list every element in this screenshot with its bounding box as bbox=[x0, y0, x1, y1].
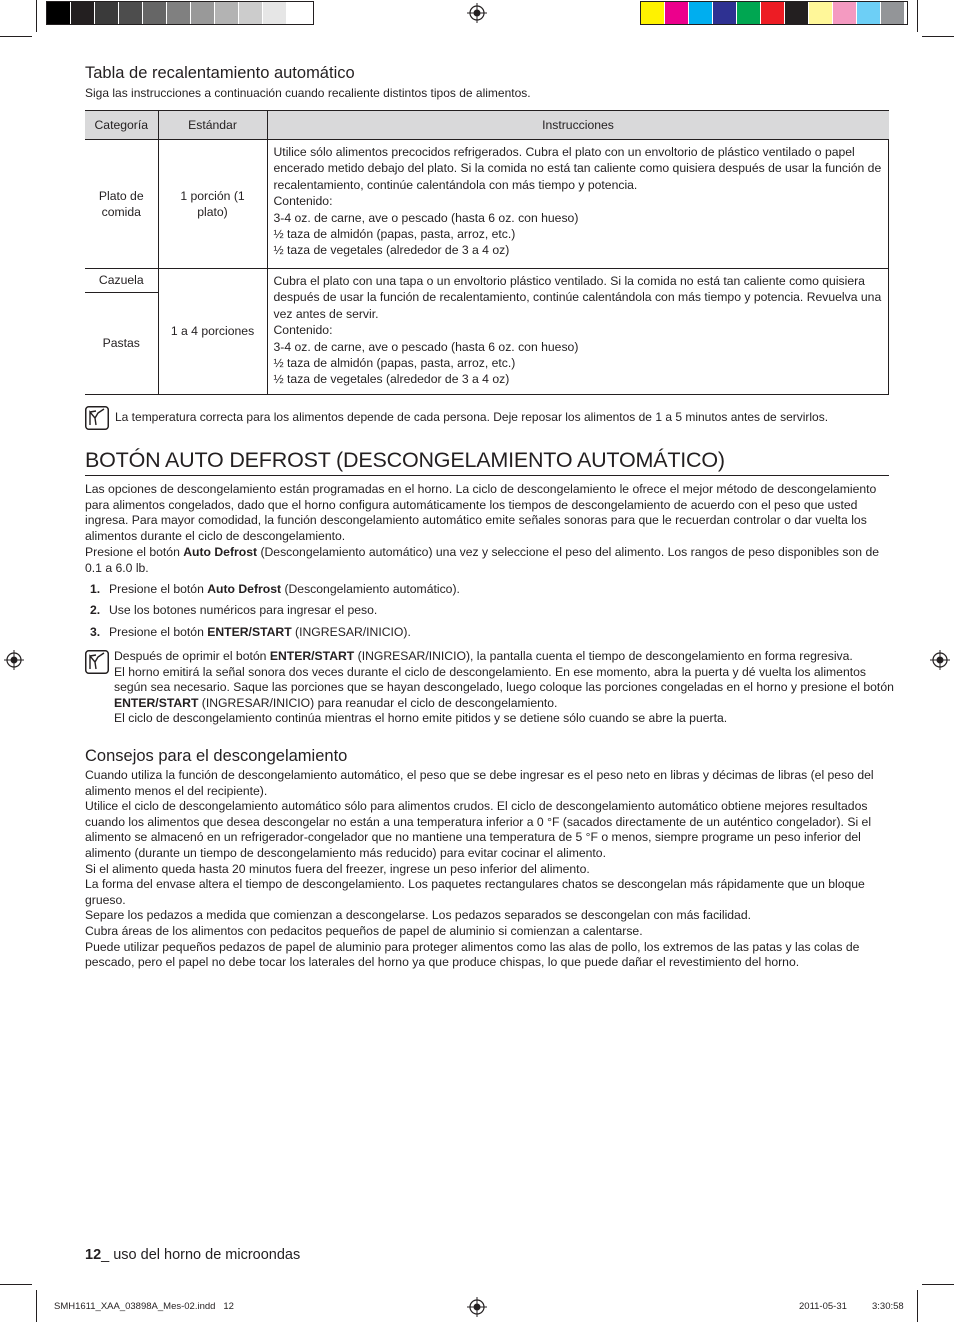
page-number: 12 bbox=[85, 1247, 102, 1263]
crop-mark bbox=[917, 1290, 918, 1322]
instructions-cell bbox=[267, 140, 889, 269]
standard-cell bbox=[158, 269, 267, 395]
title-underline bbox=[85, 475, 889, 476]
step-item: 1. Presione el botón Auto Defrost (Descongelamiento automático). bbox=[90, 582, 460, 596]
crop-mark bbox=[922, 1284, 954, 1285]
section-title: BOTÓN AUTO DEFROST (DESCONGELAMIENTO AUTOMÁTICO) bbox=[85, 448, 725, 472]
instructions-text: Cubra el plato con una tapa o un envoltorio plástico ventilado. Si la comida no está tan caliente como quisiera después de usar la función de recalentamiento, continúe calentándola con más tiempo y potencia. Revuelva una vez antes de servir. bbox=[273, 274, 882, 321]
category-cell bbox=[85, 293, 158, 395]
tip-paragraph: Cubra áreas de los alimentos con pedacitos pequeños de papel de aluminio si comienzan a calentarse. bbox=[85, 923, 643, 938]
note-icon bbox=[85, 650, 109, 674]
column-header: Estándar bbox=[158, 111, 267, 140]
defrost-instruction: Presione el botón Auto Defrost (Descongelamiento automático) una vez y seleccione el peso del alimento. Los rangos de peso disponibles son de 0.1 a 6.0 lb. bbox=[85, 545, 879, 575]
defrost-note: Después de oprimir el botón ENTER/START (INGRESAR/INICIO), la pantalla cuenta el tiempo de descongelamiento en forma regresiva. El horno emitirá la señal sonora dos veces durante el ciclo de descongelamiento. En ese momento, abra la puerta y dé vuelta los alimentos según sea necesario. Saque las porciones que se hayan descongelado, luego coloque las porciones congeladas en el horno y presione el botón ENTER/START (INGRESAR/INICIO) para reanudar el ciclo de descongelamiento. El ciclo de descongelamiento continúa mientras el horno emite pitidos y se detiene sólo cuando se abre la puerta. bbox=[114, 649, 894, 726]
color-bar-frame bbox=[640, 1, 908, 25]
table-row bbox=[85, 269, 889, 293]
contents-item: ½ taza de almidón (papas, pasta, arroz, etc.) bbox=[273, 356, 516, 371]
instructions-text: Utilice sólo alimentos precocidos refrigerados. Cubra el plato con un envoltorio de plástico ventilado o papel encerado metido debajo del plato. Si la comida no está tan caliente como quisiera después de usar la función de recalentamiento, continúe calentándola con más tiempo y potencia. bbox=[273, 145, 882, 192]
contents-label: Contenido: bbox=[273, 323, 333, 338]
grayscale-bar-frame bbox=[46, 1, 314, 25]
step-item: 2. Use los botones numéricos para ingresar el peso. bbox=[90, 603, 378, 617]
table-header-row bbox=[85, 111, 889, 140]
reheat-table bbox=[85, 110, 889, 395]
column-header: Instrucciones bbox=[267, 111, 889, 140]
category-label: Pastas bbox=[102, 336, 140, 351]
standard-cell bbox=[158, 140, 267, 269]
registration-mark-icon bbox=[4, 650, 24, 670]
crop-mark bbox=[0, 36, 32, 37]
tips-body bbox=[85, 768, 885, 971]
contents-label: Contenido: bbox=[273, 194, 333, 209]
defrost-intro: Las opciones de descongelamiento están programadas en el horno. La ciclo de descongelamiento le ofrece el mejor método de descongelamiento para alimentos congelados, dado que el horno configura automáticamente los tiempos de descongelamiento de acuerdo con el peso que usted ingresa. Para mayor comodidad, la función descongelamiento automático emite señales sonoras para que le recuerdan controlar o dar vuelta los alimentos durante el ciclo de descongelamiento. bbox=[85, 482, 877, 543]
contents-item: 3-4 oz. de carne, ave o pescado (hasta 6 oz. con hueso) bbox=[273, 339, 579, 354]
reheat-note: La temperatura correcta para los alimentos depende de cada persona. Deje reposar los alimentos de 1 a 5 minutos antes de servirlos. bbox=[115, 410, 829, 424]
reheat-heading: Tabla de recalentamiento automático bbox=[85, 64, 355, 82]
registration-mark-icon bbox=[467, 3, 487, 23]
crop-mark bbox=[917, 0, 918, 32]
tip-paragraph: Separe los pedazos a medida que comienzan a descongelarse. Los pedazos separados se descongelan con más facilidad. bbox=[85, 908, 752, 923]
tip-paragraph: Cuando utiliza la función de descongelamiento automático, el peso que se debe ingresar es el peso neto en libras y décimas de libras (el peso del alimento menos el del recipiente). bbox=[85, 768, 874, 798]
page-footer bbox=[85, 1247, 300, 1263]
tip-paragraph: Si el alimento queda hasta 20 minutos fuera del freezer, ingrese un peso inferior del alimento. bbox=[85, 861, 590, 876]
tip-paragraph: La forma del envase altera el tiempo de descongelamiento. Los paquetes rectangulares chatos se descongelan más rápidamente que un bloque grueso. bbox=[85, 877, 865, 907]
crop-mark bbox=[0, 1284, 32, 1285]
registration-mark-icon bbox=[467, 1297, 487, 1317]
column-header: Categoría bbox=[85, 111, 158, 140]
crop-mark bbox=[922, 36, 954, 37]
slug-time: 3:30:58 bbox=[872, 1301, 904, 1312]
table-row bbox=[85, 140, 889, 269]
tip-paragraph: Utilice el ciclo de descongelamiento automático sólo para alimentos crudos. El ciclo de descongelamiento automático obtiene mejores resultados cuando los alimentos que desea descongelar no están a una temperatura inferior a 0 °F (sacados directamente de un auténtico congelador). Si el alimento se almacenó en un refrigerador-congelador que no mantiene una temperatura de 5 °F o menos, siempre programe un peso inferior del alimento (durante un tiempo de descongelamiento más reducido) para evitar cocinar el alimento. bbox=[85, 799, 872, 860]
category-cell bbox=[85, 269, 158, 293]
standard-label: 1 a 4 porciones bbox=[170, 324, 255, 339]
category-label: Plato de comida bbox=[98, 188, 144, 219]
category-cell bbox=[85, 140, 158, 269]
slug-filename: SMH1611_XAA_03898A_Mes-02.indd 12 bbox=[54, 1301, 234, 1312]
tip-paragraph: Puede utilizar pequeños pedazos de papel de aluminio para proteger alimentos como las alas de pollo, los extremos de las patas y las colas de pescado, pero el papel no debe tocar los laterales del horno ya que produce chispas, lo que puede dañar el revestimiento del horno. bbox=[85, 939, 860, 970]
page-footer-label: _ uso del horno de microondas bbox=[101, 1247, 301, 1263]
reheat-intro: Siga las instrucciones a continuación cuando recaliente distintos tipos de alimentos. bbox=[85, 86, 531, 100]
contents-item: ½ taza de vegetales (alrededor de 3 a 4 oz) bbox=[273, 243, 510, 258]
standard-label: 1 porción (1 plato) bbox=[180, 188, 245, 219]
step-item: 3. Presione el botón ENTER/START (INGRESAR/INICIO). bbox=[90, 625, 411, 639]
tips-heading: Consejos para el descongelamiento bbox=[85, 747, 348, 765]
contents-item: ½ taza de vegetales (alrededor de 3 a 4 oz) bbox=[273, 372, 510, 387]
note-icon bbox=[85, 406, 109, 430]
category-label: Cazuela bbox=[98, 273, 144, 288]
registration-mark-icon bbox=[930, 650, 950, 670]
slug-date: 2011-05-31 bbox=[799, 1301, 847, 1312]
contents-item: 3-4 oz. de carne, ave o pescado (hasta 6 oz. con hueso) bbox=[273, 210, 579, 225]
crop-mark bbox=[36, 1290, 37, 1322]
instructions-cell bbox=[267, 269, 889, 395]
crop-mark bbox=[36, 0, 37, 32]
contents-item: ½ taza de almidón (papas, pasta, arroz, etc.) bbox=[273, 227, 516, 242]
